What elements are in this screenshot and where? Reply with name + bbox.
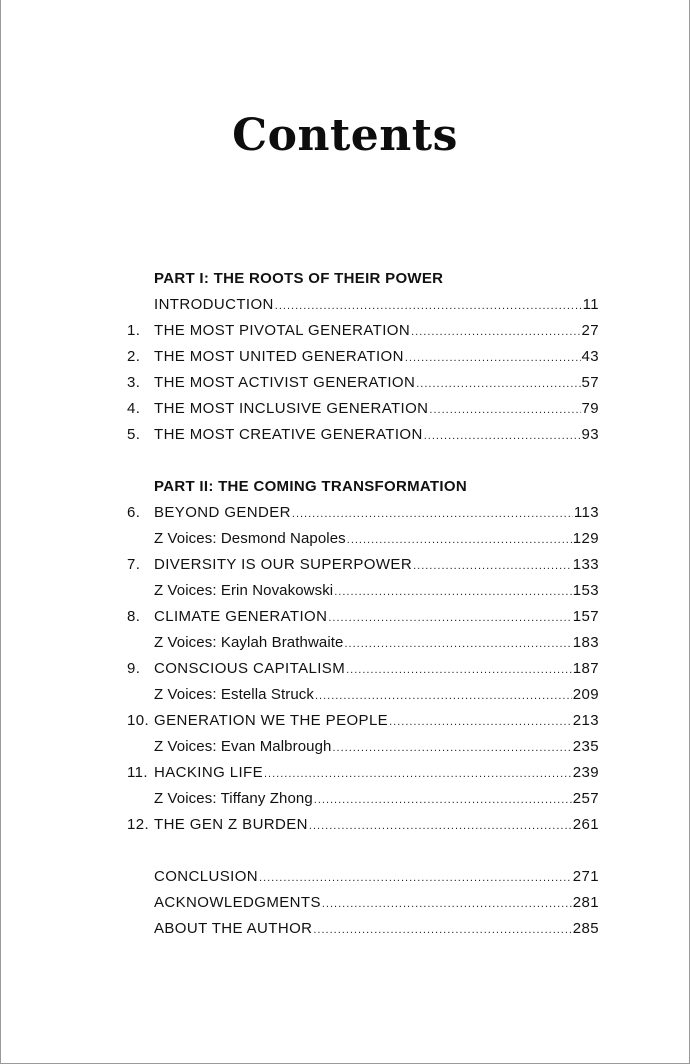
toc-entry[interactable] [121, 656, 599, 682]
chapter-number: 7. [127, 556, 141, 573]
dot-leader [322, 891, 572, 917]
toc-entry[interactable] [121, 344, 599, 370]
entry-label: HACKING LIFE [154, 764, 263, 781]
entry-label: CONCLUSION [154, 868, 259, 885]
toc-entry[interactable] [121, 812, 599, 838]
entry-page-number: 43 [581, 348, 599, 365]
entry-page-number: 157 [572, 608, 599, 625]
entry-page-number: 261 [572, 816, 599, 833]
toc-entry-about-the-author[interactable] [121, 916, 599, 942]
entry-label: Z Voices: Erin Novakowski [154, 582, 334, 599]
entry-page-number: 235 [572, 738, 599, 755]
dot-leader [344, 631, 571, 657]
part-heading [121, 474, 599, 500]
entry-page-number: 129 [572, 530, 599, 547]
part-heading [121, 266, 599, 292]
dot-leader [405, 345, 581, 371]
entry-page-number: 183 [572, 634, 599, 651]
entry-label: Z Voices: Tiffany Zhong [154, 790, 313, 807]
entry-page-number: 213 [572, 712, 599, 729]
chapter-number: 8. [127, 608, 141, 625]
entry-page-number: 57 [581, 374, 599, 391]
dot-leader [347, 527, 572, 553]
dot-leader [314, 787, 572, 813]
toc-entry[interactable] [121, 578, 599, 604]
entry-label: CONSCIOUS CAPITALISM [154, 660, 346, 677]
dot-leader [315, 683, 572, 709]
entry-label: BEYOND GENDER [154, 504, 291, 521]
entry-label: Z Voices: Evan Malbrough [154, 738, 332, 755]
entry-label: GENERATION WE THE PEOPLE [154, 712, 389, 729]
entry-label: THE MOST ACTIVIST GENERATION [154, 374, 416, 391]
dot-leader [292, 501, 573, 527]
entry-page-number: 113 [573, 504, 599, 521]
table-of-contents [121, 266, 599, 942]
entry-label: DIVERSITY IS OUR SUPERPOWER [154, 556, 413, 573]
entry-page-number: 11 [582, 296, 599, 313]
dot-leader [416, 371, 580, 397]
entry-page-number: 79 [581, 400, 599, 417]
entry-page-number: 285 [572, 920, 599, 937]
dot-leader [259, 865, 572, 891]
toc-entry[interactable] [121, 292, 599, 318]
chapter-number: 11. [127, 764, 148, 781]
entry-label: THE MOST CREATIVE GENERATION [154, 426, 423, 443]
entry-page-number: 257 [572, 790, 599, 807]
toc-entry[interactable] [121, 630, 599, 656]
toc-entry[interactable] [121, 552, 599, 578]
entry-label: Z Voices: Estella Struck [154, 686, 314, 703]
dot-leader [389, 709, 572, 735]
entry-label: THE GEN Z BURDEN [154, 816, 308, 833]
dot-leader [424, 423, 581, 449]
chapter-number: 12. [127, 816, 150, 833]
entry-label: ABOUT THE AUTHOR [154, 920, 313, 937]
toc-entry[interactable] [121, 604, 599, 630]
page-title: Contents [232, 110, 458, 161]
entry-page-number: 239 [572, 764, 599, 781]
entry-page-number: 133 [572, 556, 599, 573]
toc-entry[interactable] [121, 318, 599, 344]
toc-entry[interactable] [121, 786, 599, 812]
dot-leader [313, 917, 571, 943]
chapter-number: 1. [127, 322, 141, 339]
dot-leader [275, 293, 582, 319]
dot-leader [328, 605, 571, 631]
entry-label: Z Voices: Kaylah Brathwaite [154, 634, 344, 651]
entry-page-number: 187 [572, 660, 599, 677]
chapter-number: 5. [127, 426, 141, 443]
chapter-number: 6. [127, 504, 141, 521]
dot-leader [264, 761, 572, 787]
toc-entry[interactable] [121, 422, 599, 448]
toc-entry[interactable] [121, 526, 599, 552]
chapter-number: 4. [127, 400, 141, 417]
entry-label: ACKNOWLEDGMENTS [154, 894, 321, 911]
toc-entry-conclusion[interactable] [121, 864, 599, 890]
toc-entry[interactable] [121, 500, 599, 526]
entry-label: Z Voices: Desmond Napoles [154, 530, 346, 547]
entry-page-number: 209 [572, 686, 599, 703]
entry-label: INTRODUCTION [154, 296, 274, 313]
entry-page-number: 27 [581, 322, 599, 339]
toc-entry-acknowledgments[interactable] [121, 890, 599, 916]
entry-page-number: 153 [572, 582, 599, 599]
toc-entry[interactable] [121, 708, 599, 734]
entry-label: THE MOST INCLUSIVE GENERATION [154, 400, 429, 417]
toc-entry[interactable] [121, 734, 599, 760]
chapter-number: 3. [127, 374, 141, 391]
part-heading-label: PART I: THE ROOTS OF THEIR POWER [154, 270, 444, 287]
entry-page-number: 271 [572, 868, 599, 885]
entry-page-number: 281 [572, 894, 599, 911]
toc-entry[interactable] [121, 682, 599, 708]
part-heading-label: PART II: THE COMING TRANSFORMATION [154, 478, 467, 495]
entry-page-number: 93 [581, 426, 599, 443]
dot-leader [333, 735, 572, 761]
toc-entry[interactable] [121, 760, 599, 786]
toc-entry[interactable] [121, 370, 599, 396]
dot-leader [429, 397, 580, 423]
dot-leader [346, 657, 572, 683]
entry-label: THE MOST PIVOTAL GENERATION [154, 322, 411, 339]
chapter-number: 2. [127, 348, 141, 365]
entry-label: CLIMATE GENERATION [154, 608, 328, 625]
dot-leader [411, 319, 580, 345]
dot-leader [413, 553, 572, 579]
chapter-number: 9. [127, 660, 141, 677]
dot-leader [334, 579, 572, 605]
chapter-number: 10. [127, 712, 150, 729]
dot-leader [309, 813, 572, 839]
entry-label: THE MOST UNITED GENERATION [154, 348, 404, 365]
toc-entry[interactable] [121, 396, 599, 422]
